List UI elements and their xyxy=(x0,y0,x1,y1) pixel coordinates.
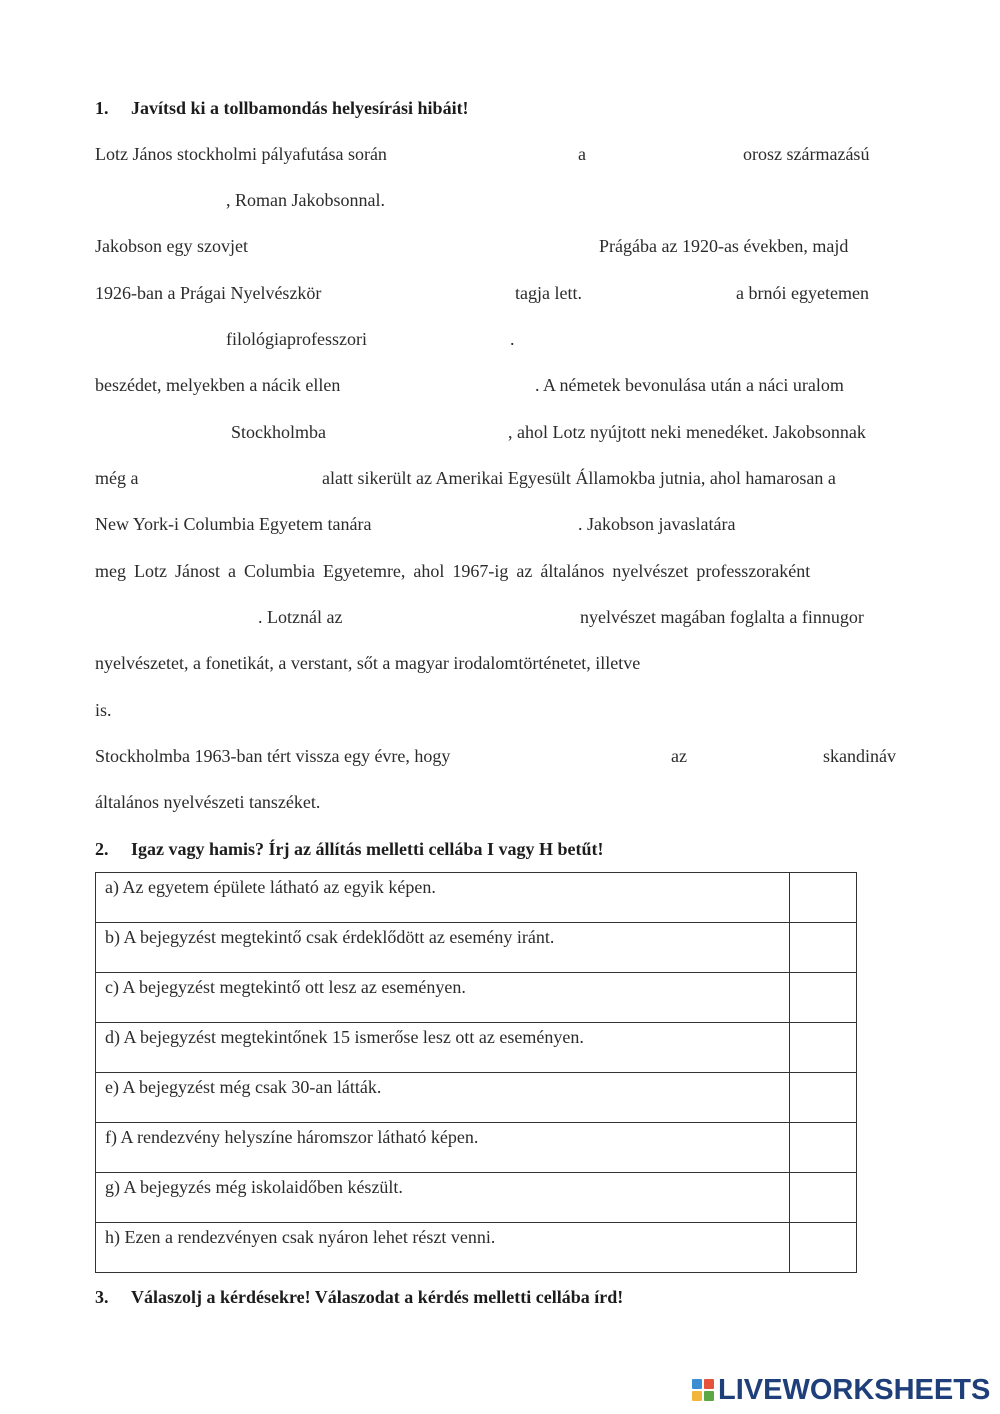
text-fragment: Lotz János stockholmi pályafutása során xyxy=(95,144,387,164)
text-fragment: . A németek bevonulása után a náci uralom xyxy=(535,375,844,395)
text-fragment: . Lotznál az xyxy=(258,607,343,627)
text-fragment: . xyxy=(510,329,515,349)
text-fragment: , Roman Jakobsonnal. xyxy=(226,190,385,210)
true-false-table xyxy=(95,872,857,1273)
text-fragment: Jakobson egy szovjet xyxy=(95,236,248,256)
gap-input[interactable] xyxy=(95,605,253,629)
gap-input[interactable] xyxy=(592,142,738,166)
table-row xyxy=(96,923,857,973)
text-fragment: . Jakobson javaslatára xyxy=(578,514,736,534)
gap-input[interactable] xyxy=(95,188,221,212)
statement-cell: e) A bejegyzést még csak 30-an látták. xyxy=(96,1073,790,1123)
text-fragment: skandináv xyxy=(823,746,896,766)
section-3-heading xyxy=(95,1286,623,1308)
answer-cell[interactable] xyxy=(790,873,857,923)
text-fragment: Stockholmba 1963-ban tért vissza egy évre, hogy xyxy=(95,746,451,766)
answer-cell[interactable] xyxy=(790,1073,857,1123)
section-3-number: 3. xyxy=(95,1287,109,1307)
gap-input[interactable] xyxy=(352,281,510,305)
text-fragment: a brnói egyetemen xyxy=(736,283,869,303)
section-1-number: 1. xyxy=(95,98,109,118)
text-fragment: nyelvészetet, a fonetikát, a verstant, sőt a magyar irodalomtörténetet, illetve xyxy=(95,653,641,673)
section-2-number: 2. xyxy=(95,839,109,859)
statement-cell: c) A bejegyzést megtekintő ott lesz az eseményen. xyxy=(96,973,790,1023)
answer-cell[interactable] xyxy=(790,1023,857,1073)
text-fragment: nyelvészet magában foglalta a finnugor xyxy=(580,607,864,627)
brand-name: LIVEWORKSHEETS xyxy=(718,1374,991,1406)
answer-cell[interactable] xyxy=(790,1123,857,1173)
gap-input[interactable] xyxy=(270,234,594,258)
statement-cell: a) Az egyetem épülete látható az egyik képen. xyxy=(96,873,790,923)
section-2-title: Igaz vagy hamis? Írj az állítás melletti cellába I vagy H betűt! xyxy=(131,839,604,859)
text-fragment: Prágába az 1920-as években, majd xyxy=(599,236,849,256)
answer-cell[interactable] xyxy=(790,923,857,973)
text-fragment: orosz származású xyxy=(743,144,870,164)
statement-cell: h) Ezen a rendezvényen csak nyáron lehet részt venni. xyxy=(96,1223,790,1273)
answer-cell[interactable] xyxy=(790,973,857,1023)
section-2-heading xyxy=(95,838,603,860)
statement-cell: d) A bejegyzést megtekintőnek 15 ismerőse lesz ott az eseményen. xyxy=(96,1023,790,1073)
text-fragment: még a xyxy=(95,468,139,488)
text-fragment: beszédet, melyekben a nácik ellen xyxy=(95,375,341,395)
gap-input[interactable] xyxy=(495,744,665,768)
text-fragment: általános nyelvészeti tanszéket. xyxy=(95,792,321,812)
liveworksheets-logo xyxy=(692,1374,990,1406)
table-row xyxy=(96,873,857,923)
statement-cell: f) A rendezvény helyszíne háromszor látható képen. xyxy=(96,1123,790,1173)
text-fragment: , ahol Lotz nyújtott neki menedéket. Jakobsonnak xyxy=(508,422,866,442)
gap-input[interactable] xyxy=(694,744,818,768)
table-row xyxy=(96,1123,857,1173)
text-fragment: alatt sikerült az Amerikai Egyesült Államokba jutnia, ahol hamarosan a xyxy=(322,468,836,488)
section-1-title: Javítsd ki a tollbamondás helyesírási hibáit! xyxy=(131,98,469,118)
gap-input[interactable] xyxy=(594,281,732,305)
table-row xyxy=(96,1023,857,1073)
gap-input[interactable] xyxy=(358,605,574,629)
text-fragment: 1926-ban a Prágai Nyelvészkör xyxy=(95,283,322,303)
table-row xyxy=(96,1073,857,1123)
gap-input[interactable] xyxy=(425,142,573,166)
statement-cell: b) A bejegyzést megtekintő csak érdeklődött az esemény iránt. xyxy=(96,923,790,973)
gap-input[interactable] xyxy=(373,373,531,397)
section-3-title: Válaszolj a kérdésekre! Válaszodat a kérdés melletti cellába írd! xyxy=(131,1287,624,1307)
text-fragment: az xyxy=(671,746,687,766)
table-row xyxy=(96,973,857,1023)
statement-cell: g) A bejegyzés még iskolaidőben készült. xyxy=(96,1173,790,1223)
text-fragment: a xyxy=(578,144,586,164)
table-row xyxy=(96,1223,857,1273)
gap-input[interactable] xyxy=(760,512,900,536)
gap-input[interactable] xyxy=(95,327,221,351)
table-row xyxy=(96,1173,857,1223)
gap-input[interactable] xyxy=(388,327,506,351)
text-fragment: Stockholmba xyxy=(231,422,326,442)
gap-input[interactable] xyxy=(148,466,316,490)
text-fragment: is. xyxy=(95,700,112,720)
gap-input[interactable] xyxy=(95,420,225,444)
section-1-heading xyxy=(95,97,469,119)
gap-input[interactable] xyxy=(710,651,900,675)
logo-squares-icon xyxy=(692,1379,714,1401)
gap-input[interactable] xyxy=(412,512,572,536)
answer-cell[interactable] xyxy=(790,1173,857,1223)
text-fragment: filológiaprofesszori xyxy=(226,329,367,349)
text-fragment: tagja lett. xyxy=(515,283,582,303)
answer-cell[interactable] xyxy=(790,1223,857,1273)
text-fragment: New York-i Columbia Egyetem tanára xyxy=(95,514,372,534)
text-fragment: meg Lotz Jánost a Columbia Egyetemre, ahol 1967-ig az általános nyelvészet professzoraként xyxy=(95,561,811,581)
gap-input[interactable] xyxy=(342,420,502,444)
